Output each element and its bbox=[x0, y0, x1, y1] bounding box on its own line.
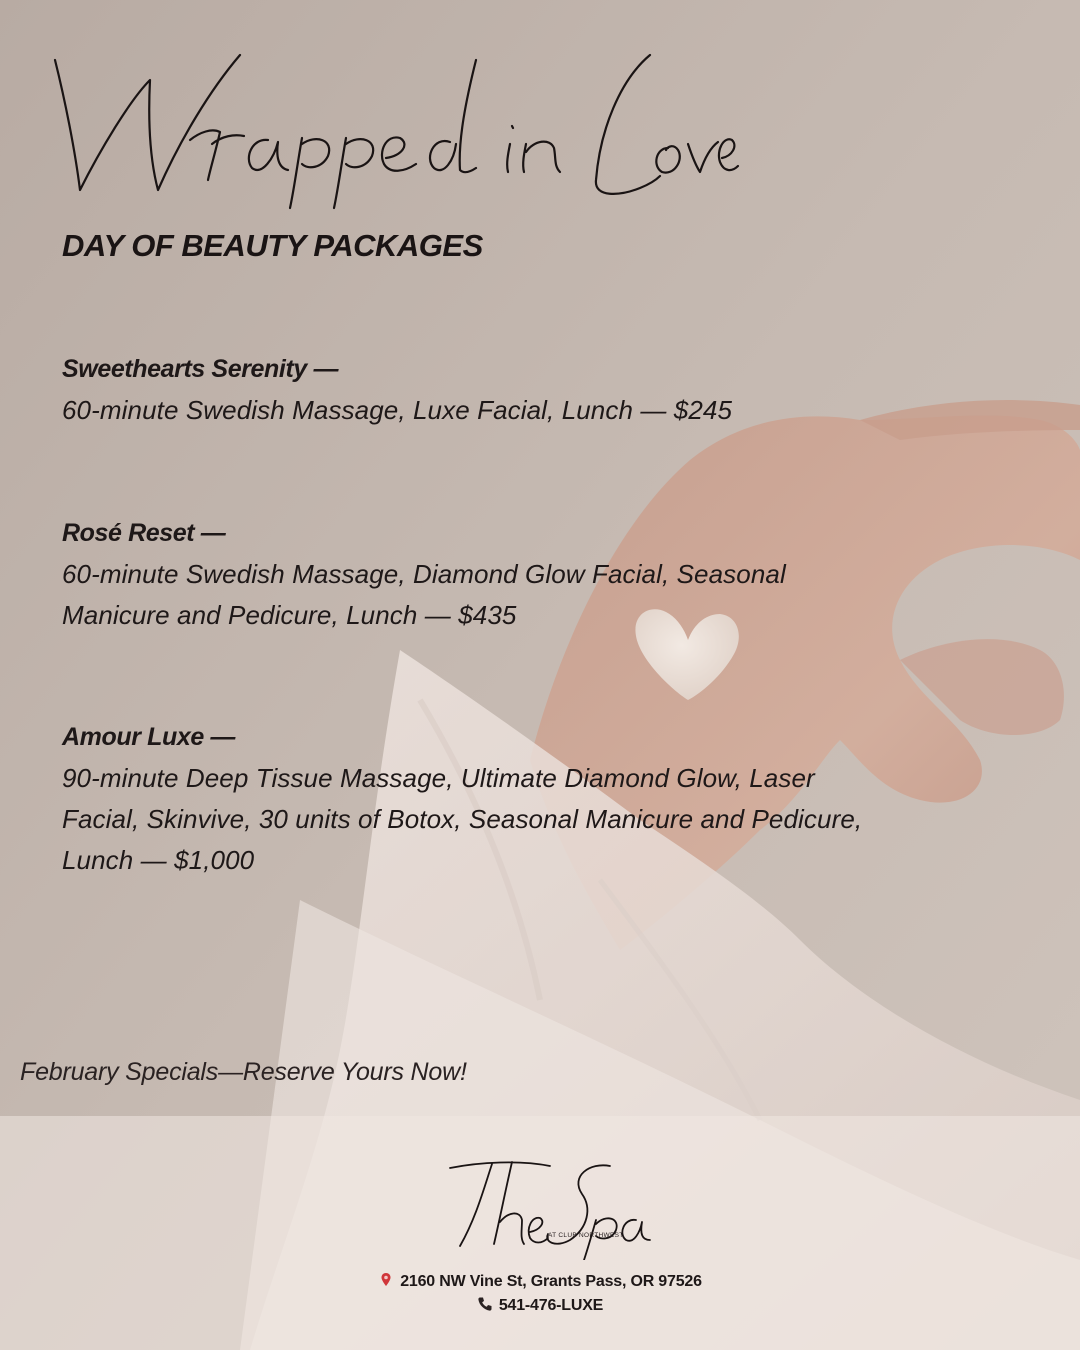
phone-line bbox=[0, 1296, 1080, 1315]
map-pin-icon bbox=[378, 1272, 394, 1288]
package-name: Rosé Reset — bbox=[62, 519, 226, 547]
phone-text[interactable]: 541-476-LUXE bbox=[498, 1297, 604, 1314]
package-sweethearts-serenity bbox=[62, 348, 942, 431]
subtitle: DAY OF BEAUTY PACKAGES bbox=[62, 228, 483, 263]
package-amour-luxe bbox=[62, 716, 942, 881]
logo-subtext: AT CLUB NORTHWEST bbox=[548, 1232, 624, 1239]
package-description: 60-minute Swedish Massage, Luxe Facial, Lunch — $245 bbox=[62, 395, 733, 425]
specials-callout: February Specials—Reserve Yours Now! bbox=[20, 1058, 467, 1086]
package-description: 90-minute Deep Tissue Massage, Ultimate Diamond Glow, Laser Facial, Skinvive, 30 units of Botox, Seasonal Manicure and Pedicure, Lunch — $1,000 bbox=[62, 763, 863, 875]
the-spa-logo bbox=[420, 1148, 660, 1260]
package-rose-reset bbox=[62, 512, 942, 636]
address-text[interactable]: 2160 NW Vine St, Grants Pass, OR 97526 bbox=[400, 1273, 702, 1290]
address-line bbox=[0, 1272, 1080, 1291]
title-script-lettering bbox=[40, 40, 740, 210]
phone-icon bbox=[477, 1296, 493, 1312]
package-description: 60-minute Swedish Massage, Diamond Glow Facial, Seasonal Manicure and Pedicure, Lunch — $435 bbox=[62, 559, 786, 630]
package-name: Amour Luxe — bbox=[62, 723, 235, 751]
package-name: Sweethearts Serenity — bbox=[62, 355, 339, 383]
